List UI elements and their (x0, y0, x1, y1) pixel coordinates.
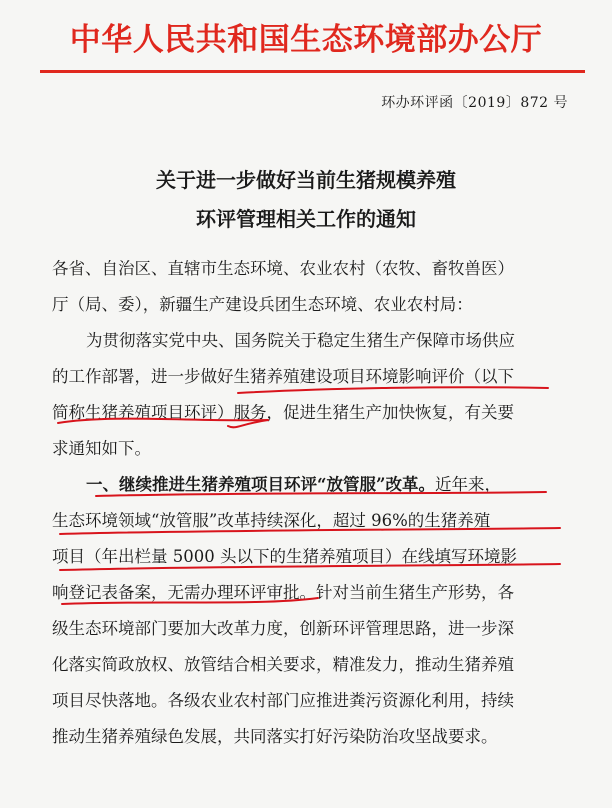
body-line: 级生态环境部门要加大改革力度，创新环评管理思路，进一步深 (52, 619, 514, 638)
body-line: 项目（年出栏量 5000 头以下的生猪养殖项目）在线填写环境影 (52, 547, 517, 566)
body-line: 的工作部署，进一步做好生猪养殖建设项目环境影响评价（以下 (52, 367, 514, 386)
body-line: 推动生猪养殖绿色发展，共同落实打好污染防治攻坚战要求。 (52, 727, 498, 746)
document-number: 环办环评函〔2019〕872 号 (381, 95, 568, 111)
notice-title-line-2: 环评管理相关工作的通知 (196, 207, 416, 231)
section-1-heading: 一、继续推进生猪养殖项目环评“放管服”改革。 (86, 475, 435, 494)
body-line: 为贯彻落实党中央、国务院关于稳定生猪生产保障市场供应 (86, 331, 515, 350)
letterhead-rule (40, 70, 585, 73)
section-1-line (86, 474, 501, 496)
notice-title-line-1: 关于进一步做好当前生猪规模养殖 (156, 168, 456, 192)
body-line: 项目尽快落地。各级农业农村部门应推进粪污资源化利用，持续 (52, 691, 514, 710)
body-line: 厅（局、委），新疆生产建设兵团生态环境、农业农村局： (52, 295, 473, 314)
letterhead-title: 中华人民共和国生态环境部办公厅 (69, 22, 543, 58)
body-line: 化落实简政放权、放管结合相关要求，精准发力，推动生猪养殖 (52, 655, 514, 674)
section-1-lead: 近年来， (434, 475, 501, 494)
body-line: 各省、自治区、直辖市生态环境、农业农村（农牧、畜牧兽医） (52, 259, 514, 278)
body-line: 简称生猪养殖项目环评）服务，促进生猪生产加快恢复，有关要 (52, 403, 514, 422)
red-underline-stroke (238, 387, 548, 393)
body-line: 求通知如下。 (52, 439, 151, 458)
body-line: 生态环境领域“放管服”改革持续深化，超过 96%的生猪养殖 (52, 511, 491, 530)
body-line: 响登记表备案，无需办理环评审批。针对当前生猪生产形势，各 (52, 583, 514, 602)
